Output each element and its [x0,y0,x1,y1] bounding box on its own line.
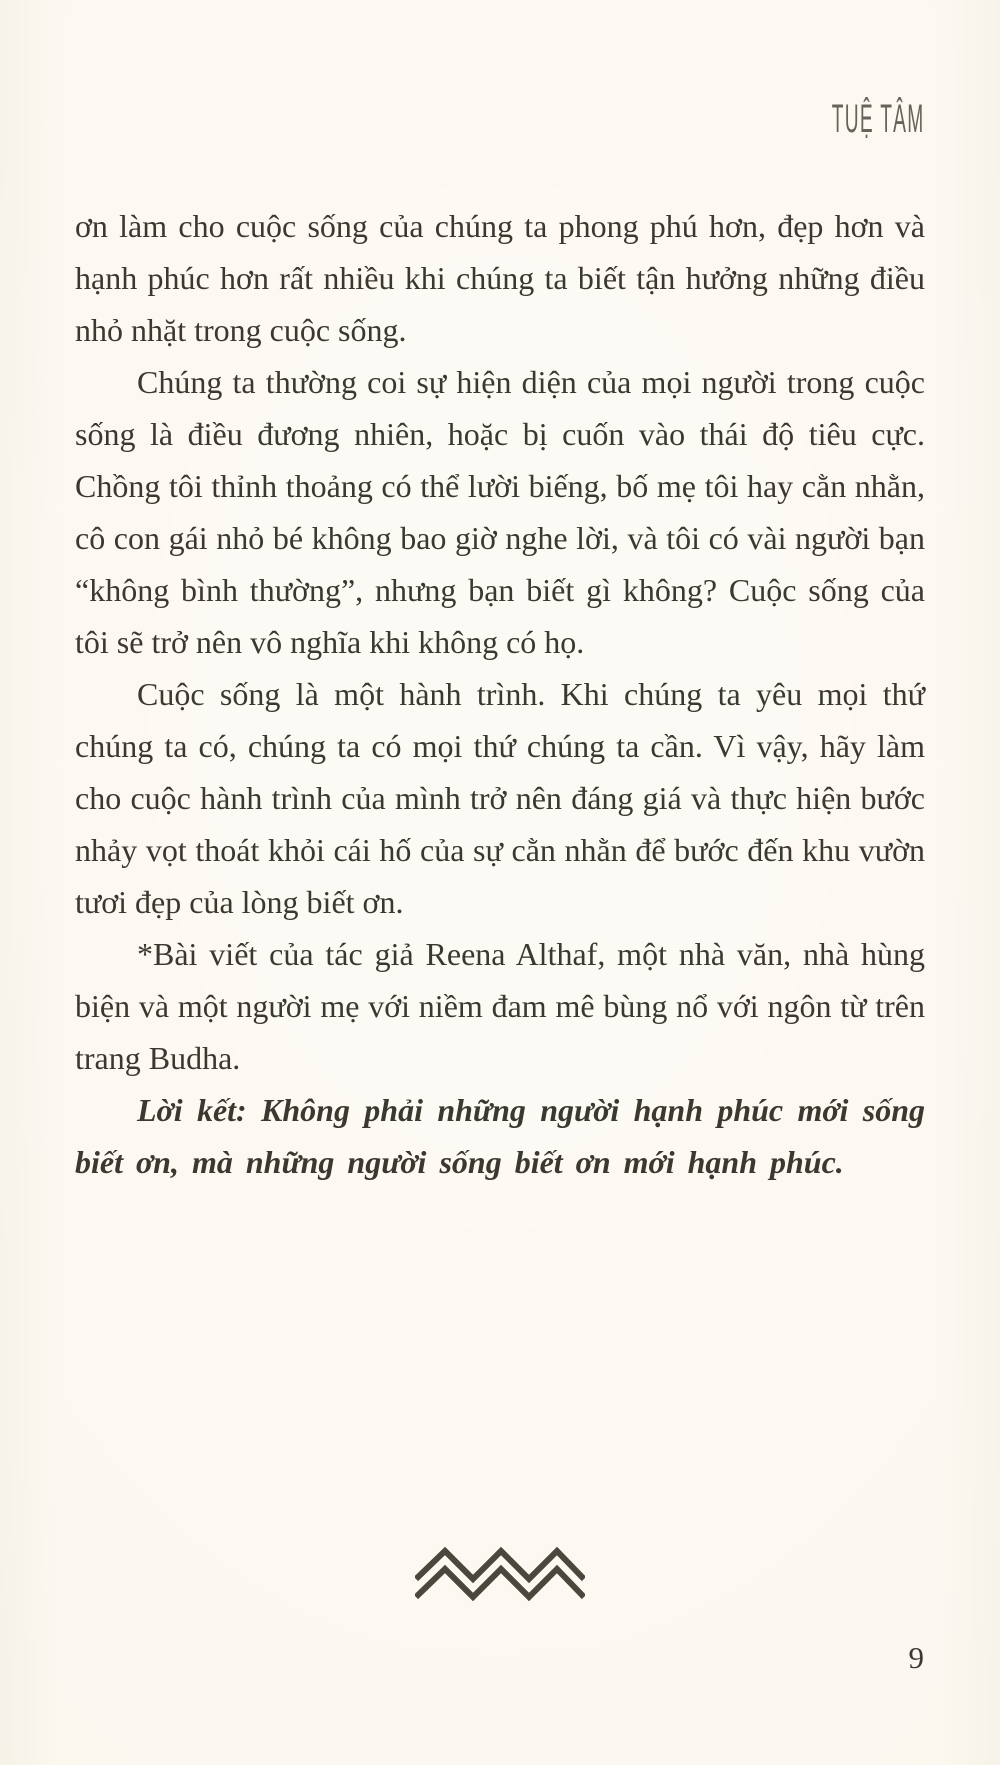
body-text [75,200,925,1188]
paragraph: *Bài viết của tác giả Reena Althaf, một nhà văn, nhà hùng biện và một người mẹ với niềm đam mê bùng nổ với ngôn từ trên trang Budha. [75,936,925,1076]
paragraph: Cuộc sống là một hành trình. Khi chúng ta yêu mọi thứ chúng ta có, chúng ta có mọi thứ chúng ta cần. Vì vậy, hãy làm cho cuộc hành trình của mình trở nên đáng giá và thực hiện bước nhảy vọt thoát khỏi cái hố của sự cằn nhằn để bước đến khu vườn tươi đẹp của lòng biết ơn. [75,676,925,920]
paragraph: Chúng ta thường coi sự hiện diện của mọi người trong cuộc sống là điều đương nhiên, hoặc bị cuốn vào thái độ tiêu cực. Chồng tôi thỉnh thoảng có thể lười biếng, bố mẹ tôi hay cằn nhằn, cô con gái nhỏ bé không bao giờ nghe lời, và tôi có vài người bạn “không bình thường”, nhưng bạn biết gì không? Cuộc sống của tôi sẽ trở nên vô nghĩa khi không có họ. [75,364,925,660]
publisher-logo: TUỆ TÂM [831,96,924,141]
page-number: 9 [908,1640,924,1675]
zigzag-ornament-icon [415,1545,585,1603]
paragraph: ơn làm cho cuộc sống của chúng ta phong phú hơn, đẹp hơn và hạnh phúc hơn rất nhiều khi chúng ta biết tận hưởng những điều nhỏ nhặt trong cuộc sống. [75,208,925,348]
paragraph: Lời kết: Không phải những người hạnh phúc mới sống biết ơn, mà những người sống biết ơn mới hạnh phúc. [75,1092,925,1180]
